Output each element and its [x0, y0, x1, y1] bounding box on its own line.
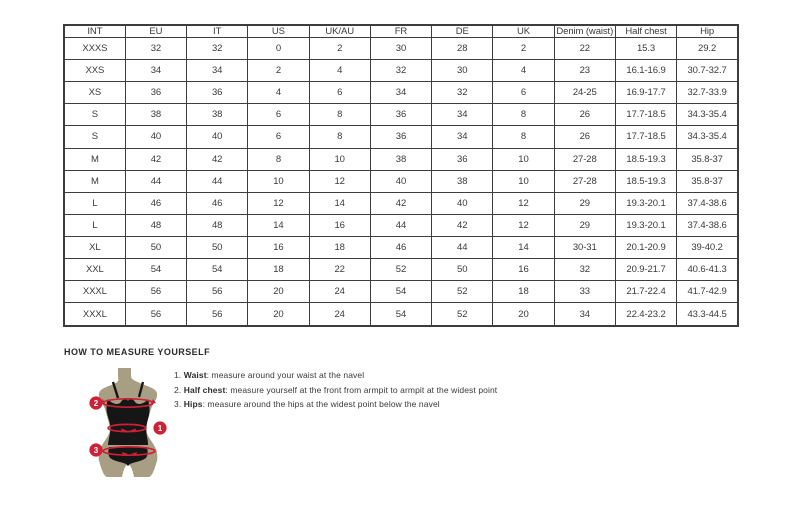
table-cell: 8 — [309, 126, 370, 148]
table-cell: 40 — [125, 126, 186, 148]
table-cell: XXXL — [64, 281, 125, 303]
table-cell: 56 — [187, 303, 248, 326]
step-label: Hips — [183, 399, 203, 410]
table-cell: M — [64, 148, 125, 170]
column-header: UK — [493, 25, 554, 38]
table-cell: 23 — [554, 60, 615, 82]
table-cell: 34.3-35.4 — [677, 104, 738, 126]
table-cell: S — [64, 126, 125, 148]
table-cell: 12 — [248, 192, 309, 214]
table-row — [64, 38, 738, 60]
table-cell: 46 — [370, 236, 431, 258]
measurement-figure — [84, 367, 172, 481]
table-cell: 40 — [370, 170, 431, 192]
table-cell: 37.4-38.6 — [677, 192, 738, 214]
table-cell: 52 — [432, 303, 493, 326]
table-cell: 16 — [309, 214, 370, 236]
table-cell: 19.3-20.1 — [615, 214, 676, 236]
table-cell: 8 — [493, 104, 554, 126]
table-cell: XXXS — [64, 38, 125, 60]
table-cell: 20.9-21.7 — [615, 259, 676, 281]
table-cell: 18.5-19.3 — [615, 170, 676, 192]
table-cell: 50 — [187, 236, 248, 258]
table-cell: 29.2 — [677, 38, 738, 60]
table-cell: 29 — [554, 214, 615, 236]
table-cell: 17.7-18.5 — [615, 104, 676, 126]
table-cell: 16.1-16.9 — [615, 60, 676, 82]
table-cell: 56 — [125, 281, 186, 303]
table-cell: 34 — [432, 126, 493, 148]
table-row — [64, 259, 738, 281]
table-cell: 36 — [370, 104, 431, 126]
table-row — [64, 192, 738, 214]
column-header: Half chest — [615, 25, 676, 38]
badge-chest — [89, 396, 102, 409]
table-cell: 40.6-41.3 — [677, 259, 738, 281]
table-cell: 16 — [248, 236, 309, 258]
table-cell: 4 — [248, 82, 309, 104]
step-number: 3. — [174, 399, 184, 410]
table-cell: 34 — [187, 60, 248, 82]
table-cell: 22.4-23.2 — [615, 303, 676, 326]
column-header: IT — [187, 25, 248, 38]
table-cell: 54 — [370, 281, 431, 303]
table-cell: 32.7-33.9 — [677, 82, 738, 104]
step-number: 1. — [174, 370, 184, 380]
table-cell: 0 — [248, 38, 309, 60]
table-cell: 38 — [187, 104, 248, 126]
table-cell: 32 — [554, 259, 615, 281]
table-cell: 16 — [493, 259, 554, 281]
step-number: 2. — [174, 384, 184, 395]
table-row — [64, 60, 738, 82]
table-cell: 26 — [554, 104, 615, 126]
table-cell: 33 — [554, 281, 615, 303]
table-cell: 44 — [187, 170, 248, 192]
table-cell: 6 — [309, 82, 370, 104]
table-cell: 50 — [432, 259, 493, 281]
table-cell: 44 — [432, 236, 493, 258]
table-cell: 34 — [125, 60, 186, 82]
table-cell: 50 — [125, 236, 186, 258]
table-row — [64, 303, 738, 326]
table-cell: 34 — [370, 82, 431, 104]
table-cell: 2 — [248, 60, 309, 82]
measure-step — [174, 368, 497, 383]
badge-chest-number: 2 — [93, 399, 99, 408]
table-cell: 4 — [493, 60, 554, 82]
table-cell: 36 — [370, 126, 431, 148]
table-cell: XL — [64, 236, 125, 258]
badge-hips-number: 3 — [93, 446, 99, 455]
table-cell: 32 — [125, 38, 186, 60]
table-cell: 34 — [554, 303, 615, 326]
table-cell: 41.7-42.9 — [677, 281, 738, 303]
table-cell: 22 — [309, 259, 370, 281]
table-cell: 38 — [125, 104, 186, 126]
table-row — [64, 82, 738, 104]
table-cell: 36 — [432, 148, 493, 170]
table-cell: 18 — [309, 236, 370, 258]
table-cell: L — [64, 214, 125, 236]
table-cell: 30-31 — [554, 236, 615, 258]
table-cell: S — [64, 104, 125, 126]
table-cell: 24 — [309, 281, 370, 303]
table-cell: XXL — [64, 259, 125, 281]
table-cell: 42 — [432, 214, 493, 236]
table-cell: 32 — [187, 38, 248, 60]
table-cell: 2 — [493, 38, 554, 60]
table-cell: 2 — [309, 38, 370, 60]
column-header: EU — [125, 25, 186, 38]
table-cell: 16.9-17.7 — [615, 82, 676, 104]
step-text: : measure around the hips at the widest point below the navel — [202, 399, 440, 410]
table-cell: 29 — [554, 192, 615, 214]
measure-steps-list — [174, 368, 497, 412]
table-cell: 38 — [432, 170, 493, 192]
badge-waist — [153, 421, 166, 434]
table-cell: 40 — [432, 192, 493, 214]
step-text: : measure around your waist at the navel — [206, 370, 365, 380]
table-cell: 19.3-20.1 — [615, 192, 676, 214]
table-cell: 42 — [370, 192, 431, 214]
table-row — [64, 170, 738, 192]
table-cell: 35.8-37 — [677, 148, 738, 170]
measure-step — [174, 383, 497, 398]
table-cell: 28 — [432, 38, 493, 60]
table-cell: 10 — [309, 148, 370, 170]
table-cell: 8 — [248, 148, 309, 170]
table-cell: 37.4-38.6 — [677, 214, 738, 236]
table-cell: 52 — [370, 259, 431, 281]
table-cell: 20 — [248, 281, 309, 303]
table-cell: M — [64, 170, 125, 192]
table-row — [64, 236, 738, 258]
table-cell: 40 — [187, 126, 248, 148]
table-cell: 8 — [493, 126, 554, 148]
table-cell: 48 — [187, 214, 248, 236]
table-row — [64, 214, 738, 236]
table-cell: 14 — [248, 214, 309, 236]
table-cell: 24-25 — [554, 82, 615, 104]
table-cell: 6 — [248, 104, 309, 126]
table-cell: 10 — [248, 170, 309, 192]
column-header: FR — [370, 25, 431, 38]
table-row — [64, 104, 738, 126]
table-cell: 34 — [432, 104, 493, 126]
table-cell: 12 — [493, 214, 554, 236]
table-cell: 4 — [309, 60, 370, 82]
table-cell: 56 — [187, 281, 248, 303]
badge-waist-number: 1 — [157, 424, 163, 433]
step-label: Waist — [183, 370, 207, 380]
table-cell: 52 — [432, 281, 493, 303]
table-cell: 18 — [493, 281, 554, 303]
measure-step — [174, 397, 497, 412]
table-cell: 54 — [125, 259, 186, 281]
table-cell: 10 — [493, 170, 554, 192]
table-cell: 30.7-32.7 — [677, 60, 738, 82]
table-cell: 15.3 — [615, 38, 676, 60]
table-cell: XXXL — [64, 303, 125, 326]
table-cell: L — [64, 192, 125, 214]
column-header: US — [248, 25, 309, 38]
table-cell: 30 — [370, 38, 431, 60]
table-cell: 22 — [554, 38, 615, 60]
table-cell: 18 — [248, 259, 309, 281]
table-cell: 18.5-19.3 — [615, 148, 676, 170]
table-cell: 34.3-35.4 — [677, 126, 738, 148]
table-cell: 43.3-44.5 — [677, 303, 738, 326]
column-header: Hip — [677, 25, 738, 38]
step-text: : measure yourself at the front from armpit to armpit at the widest point — [225, 384, 498, 395]
table-cell: 12 — [309, 170, 370, 192]
table-cell: 6 — [248, 126, 309, 148]
table-cell: 36 — [125, 82, 186, 104]
table-cell: XS — [64, 82, 125, 104]
measure-guide-title: HOW TO MEASURE YOURSELF — [64, 347, 211, 357]
column-header: INT — [64, 25, 125, 38]
table-row — [64, 126, 738, 148]
table-cell: 20 — [248, 303, 309, 326]
table-cell: 21.7-22.4 — [615, 281, 676, 303]
table-cell: 48 — [125, 214, 186, 236]
table-cell: 6 — [493, 82, 554, 104]
table-cell: 35.8-37 — [677, 170, 738, 192]
table-cell: 10 — [493, 148, 554, 170]
table-row — [64, 148, 738, 170]
table-cell: 14 — [493, 236, 554, 258]
step-label: Half chest — [183, 384, 226, 395]
table-cell: 42 — [187, 148, 248, 170]
badge-hips — [89, 443, 102, 456]
table-cell: 20 — [493, 303, 554, 326]
table-cell: 32 — [432, 82, 493, 104]
table-cell: 30 — [432, 60, 493, 82]
table-cell: 44 — [125, 170, 186, 192]
table-cell: 44 — [370, 214, 431, 236]
table-cell: 39-40.2 — [677, 236, 738, 258]
table-cell: 17.7-18.5 — [615, 126, 676, 148]
column-header: UK/AU — [309, 25, 370, 38]
table-cell: 20.1-20.9 — [615, 236, 676, 258]
table-cell: 54 — [370, 303, 431, 326]
table-cell: 14 — [309, 192, 370, 214]
table-cell: 12 — [493, 192, 554, 214]
table-header-row — [64, 25, 738, 38]
column-header: Denim (waist) — [554, 25, 615, 38]
table-cell: 24 — [309, 303, 370, 326]
table-cell: XXS — [64, 60, 125, 82]
table-cell: 8 — [309, 104, 370, 126]
table-cell: 27-28 — [554, 148, 615, 170]
size-chart-table — [63, 24, 739, 327]
table-cell: 27-28 — [554, 170, 615, 192]
table-cell: 42 — [125, 148, 186, 170]
table-cell: 54 — [187, 259, 248, 281]
table-cell: 36 — [187, 82, 248, 104]
table-cell: 46 — [187, 192, 248, 214]
table-row — [64, 281, 738, 303]
table-cell: 32 — [370, 60, 431, 82]
table-cell: 26 — [554, 126, 615, 148]
table-cell: 46 — [125, 192, 186, 214]
column-header: DE — [432, 25, 493, 38]
table-cell: 56 — [125, 303, 186, 326]
table-cell: 38 — [370, 148, 431, 170]
